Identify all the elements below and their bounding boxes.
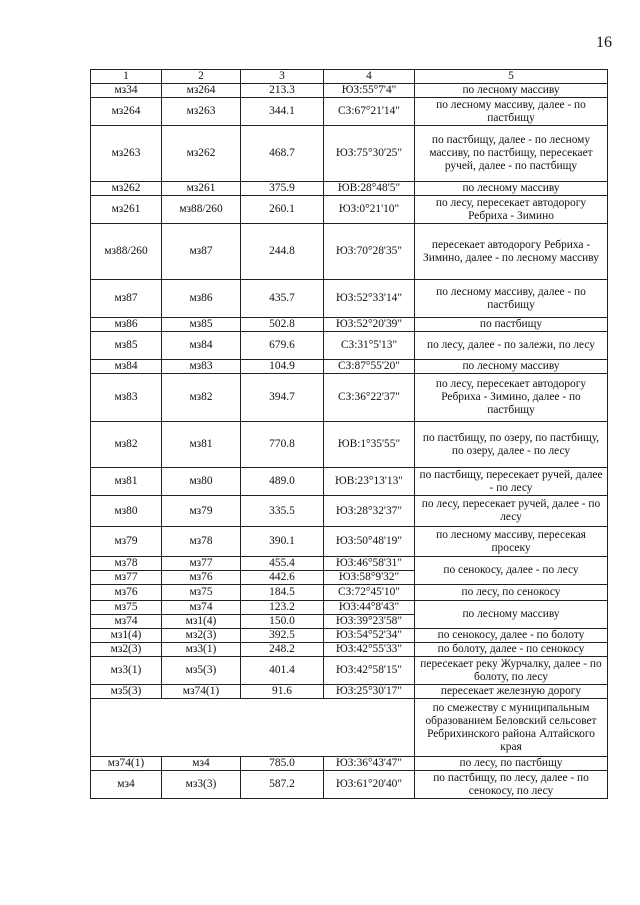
table-row <box>91 374 608 422</box>
table-row <box>91 657 608 685</box>
cell-length: 442.6 <box>241 571 324 585</box>
cell-length: 394.7 <box>241 374 324 422</box>
cell-to-point: мз76 <box>162 571 241 585</box>
cell-to-point: мз2(3) <box>162 629 241 643</box>
table-row <box>91 643 608 657</box>
cell-length: 401.4 <box>241 657 324 685</box>
cell-length: 489.0 <box>241 468 324 496</box>
cell-length: 390.1 <box>241 527 324 557</box>
cell-bearing: ЮЗ:42°55'33" <box>324 643 415 657</box>
table-row <box>91 196 608 224</box>
cell-description: пересекает железную дорогу <box>415 685 608 699</box>
cell-to-point: мз262 <box>162 126 241 182</box>
cell-from-point: мз74(1) <box>91 757 162 771</box>
cell-length: 344.1 <box>241 98 324 126</box>
cell-bearing: ЮЗ:70°28'35" <box>324 224 415 280</box>
cell-bearing: СЗ:87°55'20" <box>324 360 415 374</box>
table-row <box>91 280 608 318</box>
cell-to-point: мз264 <box>162 84 241 98</box>
cell-length: 375.9 <box>241 182 324 196</box>
cell-description: по лесу, далее - по залежи, по лесу <box>415 332 608 360</box>
cell-bearing: ЮВ:1°35'55" <box>324 422 415 468</box>
cell-to-point: мз84 <box>162 332 241 360</box>
cell-length: 248.2 <box>241 643 324 657</box>
table-row <box>91 557 608 571</box>
cell-description: по сенокосу, далее - по лесу <box>415 557 608 585</box>
cell-length: 785.0 <box>241 757 324 771</box>
cell-from-point: мз75 <box>91 601 162 615</box>
cell-bearing: ЮВ:23°13'13" <box>324 468 415 496</box>
cell-length: 587.2 <box>241 771 324 799</box>
cell-length: 213.3 <box>241 84 324 98</box>
header-col-4: 4 <box>324 70 415 84</box>
cell-bearing: СЗ:72°45'10" <box>324 585 415 601</box>
table-row <box>91 318 608 332</box>
cell-bearing: ЮЗ:42°58'15" <box>324 657 415 685</box>
cell-length: 502.8 <box>241 318 324 332</box>
cell-to-point: мз74 <box>162 601 241 615</box>
cell-to-point: мз75 <box>162 585 241 601</box>
cell-to-point: мз263 <box>162 98 241 126</box>
cell-to-point: мз261 <box>162 182 241 196</box>
cell-to-point: мз85 <box>162 318 241 332</box>
table-row <box>91 757 608 771</box>
cell-description: по пастбищу <box>415 318 608 332</box>
cell-to-point: мз86 <box>162 280 241 318</box>
cell-description: по сенокосу, далее - по болоту <box>415 629 608 643</box>
cell-bearing: ЮЗ:36°43'47" <box>324 757 415 771</box>
cell-description: по лесу, по пастбищу <box>415 757 608 771</box>
cell-to-point: мз5(3) <box>162 657 241 685</box>
table-row <box>91 98 608 126</box>
cell-length: 91.6 <box>241 685 324 699</box>
cell-description: по лесному массиву <box>415 360 608 374</box>
cell-description: по болоту, далее - по сенокосу <box>415 643 608 657</box>
cell-from-point: мз264 <box>91 98 162 126</box>
table-row <box>91 771 608 799</box>
cell-to-point: мз88/260 <box>162 196 241 224</box>
cell-length: 260.1 <box>241 196 324 224</box>
header-col-2: 2 <box>162 70 241 84</box>
cell-length: 150.0 <box>241 615 324 629</box>
table-row <box>91 685 608 699</box>
cell-to-point: мз3(1) <box>162 643 241 657</box>
cell-length: 392.5 <box>241 629 324 643</box>
cell-to-point: мз78 <box>162 527 241 557</box>
cell-from-point: мз1(4) <box>91 629 162 643</box>
cell-to-point: мз80 <box>162 468 241 496</box>
cell-description: по пастбищу, пересекает ручей, далее - по лесу <box>415 468 608 496</box>
cell-description: по лесному массиву <box>415 182 608 196</box>
cell-length: 184.5 <box>241 585 324 601</box>
cell-description: по лесному массиву <box>415 601 608 629</box>
cell-description: по пастбищу, по лесу, далее - по сенокосу, по лесу <box>415 771 608 799</box>
cell-to-point: мз3(3) <box>162 771 241 799</box>
cell-description: по лесу, по сенокосу <box>415 585 608 601</box>
cell-from-point: мз82 <box>91 422 162 468</box>
table-row <box>91 527 608 557</box>
table-row <box>91 332 608 360</box>
cell-to-point: мз1(4) <box>162 615 241 629</box>
cell-bearing: СЗ:36°22'37" <box>324 374 415 422</box>
cell-length: 468.7 <box>241 126 324 182</box>
header-col-5: 5 <box>415 70 608 84</box>
cell-from-point: мз74 <box>91 615 162 629</box>
cell-to-point: мз74(1) <box>162 685 241 699</box>
table-row <box>91 422 608 468</box>
cell-bearing: ЮЗ:0°21'10" <box>324 196 415 224</box>
cell-to-point: мз4 <box>162 757 241 771</box>
cell-description: по лесу, пересекает ручей, далее - по лесу <box>415 496 608 527</box>
table-row <box>91 468 608 496</box>
cell-to-point: мз77 <box>162 557 241 571</box>
cell-bearing: СЗ:31°5'13" <box>324 332 415 360</box>
table-row <box>91 84 608 98</box>
cell-bearing: ЮЗ:52°33'14" <box>324 280 415 318</box>
table-row <box>91 496 608 527</box>
cell-description: по смежеству с муниципальным образованием Беловский сельсовет Ребрихинского района Алтайского края <box>415 699 608 757</box>
cell-from-point: мз87 <box>91 280 162 318</box>
cell-length: 455.4 <box>241 557 324 571</box>
cell-from-point: мз84 <box>91 360 162 374</box>
cell-length: 435.7 <box>241 280 324 318</box>
cell-from-point: мз81 <box>91 468 162 496</box>
cell-from-point: мз3(1) <box>91 657 162 685</box>
cell-from-point: мз88/260 <box>91 224 162 280</box>
table-row <box>91 629 608 643</box>
cell-description: по лесному массиву, далее - по пастбищу <box>415 280 608 318</box>
cell-description: по пастбищу, далее - по лесному массиву, по пастбищу, пересекает ручей, далее - по пастбищу <box>415 126 608 182</box>
cell-length: 679.6 <box>241 332 324 360</box>
cell-from-point: мз78 <box>91 557 162 571</box>
table-row <box>91 699 608 757</box>
cell-description: по лесу, пересекает автодорогу Ребриха - Зимино, далее - по пастбищу <box>415 374 608 422</box>
cell-from-point: мз2(3) <box>91 643 162 657</box>
cell-description: по лесному массиву, пересекая просеку <box>415 527 608 557</box>
cell-bearing: ЮЗ:75°30'25" <box>324 126 415 182</box>
cell-bearing: ЮЗ:50°48'19" <box>324 527 415 557</box>
cell-length: 335.5 <box>241 496 324 527</box>
cell-to-point: мз82 <box>162 374 241 422</box>
cell-description: по лесному массиву, далее - по пастбищу <box>415 98 608 126</box>
cell-length: 770.8 <box>241 422 324 468</box>
cell-from-point: мз4 <box>91 771 162 799</box>
cell-from-point: мз77 <box>91 571 162 585</box>
cell-from-point: мз85 <box>91 332 162 360</box>
header-row <box>91 70 608 84</box>
cell-from-point: мз76 <box>91 585 162 601</box>
table-row <box>91 182 608 196</box>
cell-bearing: ЮЗ:54°52'34" <box>324 629 415 643</box>
cell-length: 244.8 <box>241 224 324 280</box>
cell-bearing: ЮЗ:25°30'17" <box>324 685 415 699</box>
page-number: 16 <box>596 34 612 51</box>
cell-bearing: ЮВ:28°48'5" <box>324 182 415 196</box>
cell-from-point: мз34 <box>91 84 162 98</box>
table-row <box>91 585 608 601</box>
header-col-3: 3 <box>241 70 324 84</box>
cell-bearing: ЮЗ:55°7'4" <box>324 84 415 98</box>
cell-description: пересекает автодорогу Ребриха - Зимино, далее - по лесному массиву <box>415 224 608 280</box>
merged-cell <box>91 699 415 757</box>
header-col-1: 1 <box>91 70 162 84</box>
cell-from-point: мз80 <box>91 496 162 527</box>
cell-from-point: мз262 <box>91 182 162 196</box>
cell-description: по лесу, пересекает автодорогу Ребриха - Зимино <box>415 196 608 224</box>
cell-from-point: мз263 <box>91 126 162 182</box>
cell-to-point: мз83 <box>162 360 241 374</box>
cell-from-point: мз83 <box>91 374 162 422</box>
cell-to-point: мз87 <box>162 224 241 280</box>
boundary-table <box>90 69 608 799</box>
cell-length: 123.2 <box>241 601 324 615</box>
cell-description: пересекает реку Журчалку, далее - по болоту, по лесу <box>415 657 608 685</box>
cell-to-point: мз79 <box>162 496 241 527</box>
cell-bearing: ЮЗ:58°9'32" <box>324 571 415 585</box>
cell-bearing: ЮЗ:39°23'58" <box>324 615 415 629</box>
cell-length: 104.9 <box>241 360 324 374</box>
cell-from-point: мз86 <box>91 318 162 332</box>
cell-description: по лесному массиву <box>415 84 608 98</box>
cell-description: по пастбищу, по озеру, по пастбищу, по озеру, далее - по лесу <box>415 422 608 468</box>
cell-from-point: мз5(3) <box>91 685 162 699</box>
cell-bearing: ЮЗ:46°58'31" <box>324 557 415 571</box>
table-row <box>91 224 608 280</box>
cell-from-point: мз261 <box>91 196 162 224</box>
cell-bearing: ЮЗ:61°20'40" <box>324 771 415 799</box>
cell-bearing: ЮЗ:44°8'43" <box>324 601 415 615</box>
table-row <box>91 126 608 182</box>
cell-bearing: СЗ:67°21'14" <box>324 98 415 126</box>
cell-from-point: мз79 <box>91 527 162 557</box>
cell-to-point: мз81 <box>162 422 241 468</box>
cell-bearing: ЮЗ:52°20'39" <box>324 318 415 332</box>
table-row <box>91 360 608 374</box>
cell-bearing: ЮЗ:28°32'37" <box>324 496 415 527</box>
table-row <box>91 601 608 615</box>
